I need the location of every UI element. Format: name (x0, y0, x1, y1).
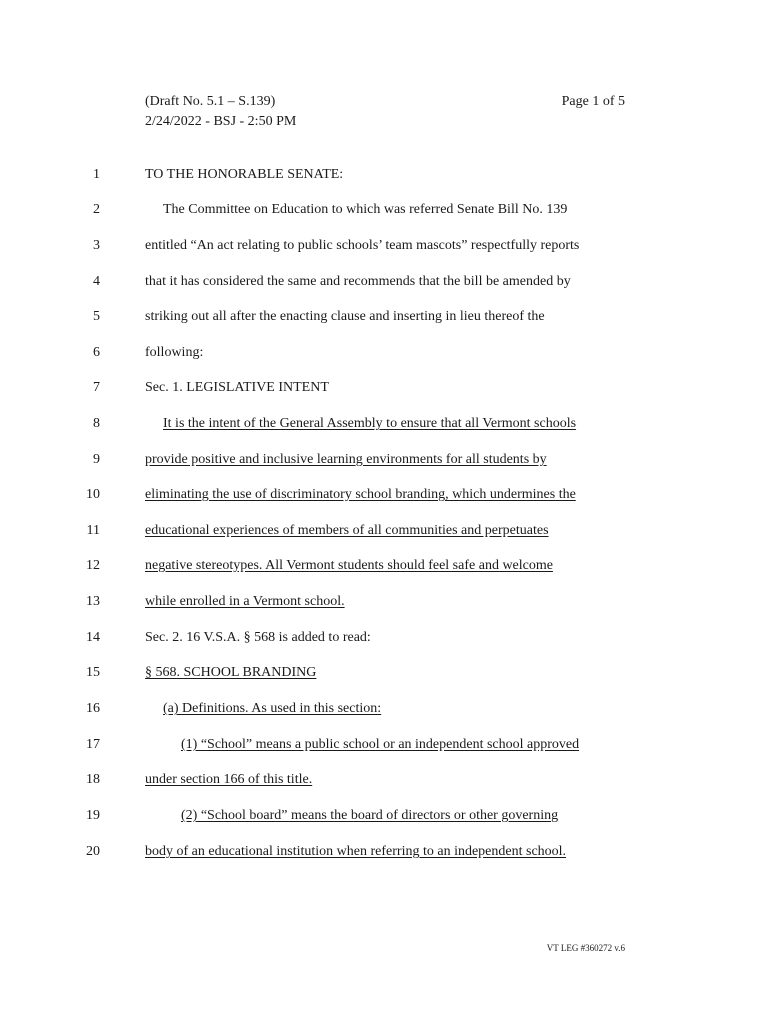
numbered-line (0, 662, 770, 684)
numbered-line (0, 306, 770, 328)
line-text: (1) “School” means a public school or an independent school approved (181, 737, 580, 752)
line-number: 11 (86, 523, 100, 538)
numbered-line (0, 199, 770, 221)
line-number: 1 (93, 167, 100, 182)
page-number: Page 1 of 5 (561, 94, 625, 109)
draft-number: (Draft No. 5.1 – S.139) (145, 94, 276, 109)
line-text: striking out all after the enacting clause and inserting in lieu thereof the (145, 309, 545, 324)
line-number: 12 (86, 558, 100, 573)
numbered-line (0, 413, 770, 435)
line-number: 15 (86, 665, 100, 680)
page-header (145, 92, 296, 132)
line-number: 17 (86, 737, 100, 752)
line-text: TO THE HONORABLE SENATE: (145, 167, 344, 182)
numbered-line (0, 235, 770, 257)
section-heading: Sec. 1. LEGISLATIVE INTENT (145, 380, 329, 395)
line-text: that it has considered the same and recommends that the bill be amended by (145, 274, 571, 289)
section-heading: § 568. SCHOOL BRANDING (145, 665, 317, 680)
line-text: eliminating the use of discriminatory school branding, which undermines the (145, 487, 576, 502)
line-text: while enrolled in a Vermont school. (145, 594, 345, 609)
line-number: 7 (93, 380, 100, 395)
line-text: provide positive and inclusive learning environments for all students by (145, 452, 547, 467)
numbered-line (0, 841, 770, 863)
numbered-line (0, 591, 770, 613)
line-text: It is the intent of the General Assembly to ensure that all Vermont schools (163, 416, 577, 431)
numbered-line (0, 449, 770, 471)
numbered-line (0, 627, 770, 649)
line-number: 2 (93, 202, 100, 217)
line-text: (2) “School board” means the board of directors or other governing (181, 808, 559, 823)
line-number: 3 (93, 238, 100, 253)
line-text: body of an educational institution when referring to an independent school. (145, 844, 567, 859)
numbered-line (0, 734, 770, 756)
line-number: 4 (93, 274, 100, 289)
line-number: 10 (86, 487, 100, 502)
line-text: negative stereotypes. All Vermont students should feel safe and welcome (145, 558, 553, 573)
line-text: entitled “An act relating to public schools’ team mascots” respectfully reports (145, 238, 580, 253)
line-number: 6 (93, 345, 100, 360)
document-id: VT LEG #360272 v.6 (546, 943, 625, 953)
numbered-line (0, 377, 770, 399)
line-number: 9 (93, 452, 100, 467)
line-number: 20 (86, 844, 100, 859)
line-text: (a) Definitions. As used in this section: (163, 701, 382, 716)
numbered-line (0, 484, 770, 506)
line-number: 8 (93, 416, 100, 431)
line-number: 14 (86, 630, 100, 645)
numbered-line (0, 271, 770, 293)
line-number: 18 (86, 772, 100, 787)
numbered-line (0, 769, 770, 791)
line-text: The Committee on Education to which was referred Senate Bill No. 139 (163, 202, 568, 217)
numbered-line (0, 805, 770, 827)
numbered-line (0, 164, 770, 186)
numbered-line (0, 698, 770, 720)
line-text: Sec. 2. 16 V.S.A. § 568 is added to read: (145, 630, 371, 645)
numbered-line (0, 555, 770, 577)
numbered-line (0, 342, 770, 364)
line-text: under section 166 of this title. (145, 772, 313, 787)
line-text: educational experiences of members of all communities and perpetuates (145, 523, 549, 538)
line-number: 5 (93, 309, 100, 324)
line-number: 16 (86, 701, 100, 716)
draft-date: 2/24/2022 - BSJ - 2:50 PM (145, 114, 297, 129)
line-text: following: (145, 345, 204, 360)
numbered-line (0, 520, 770, 542)
line-number: 13 (86, 594, 100, 609)
line-number: 19 (86, 808, 100, 823)
